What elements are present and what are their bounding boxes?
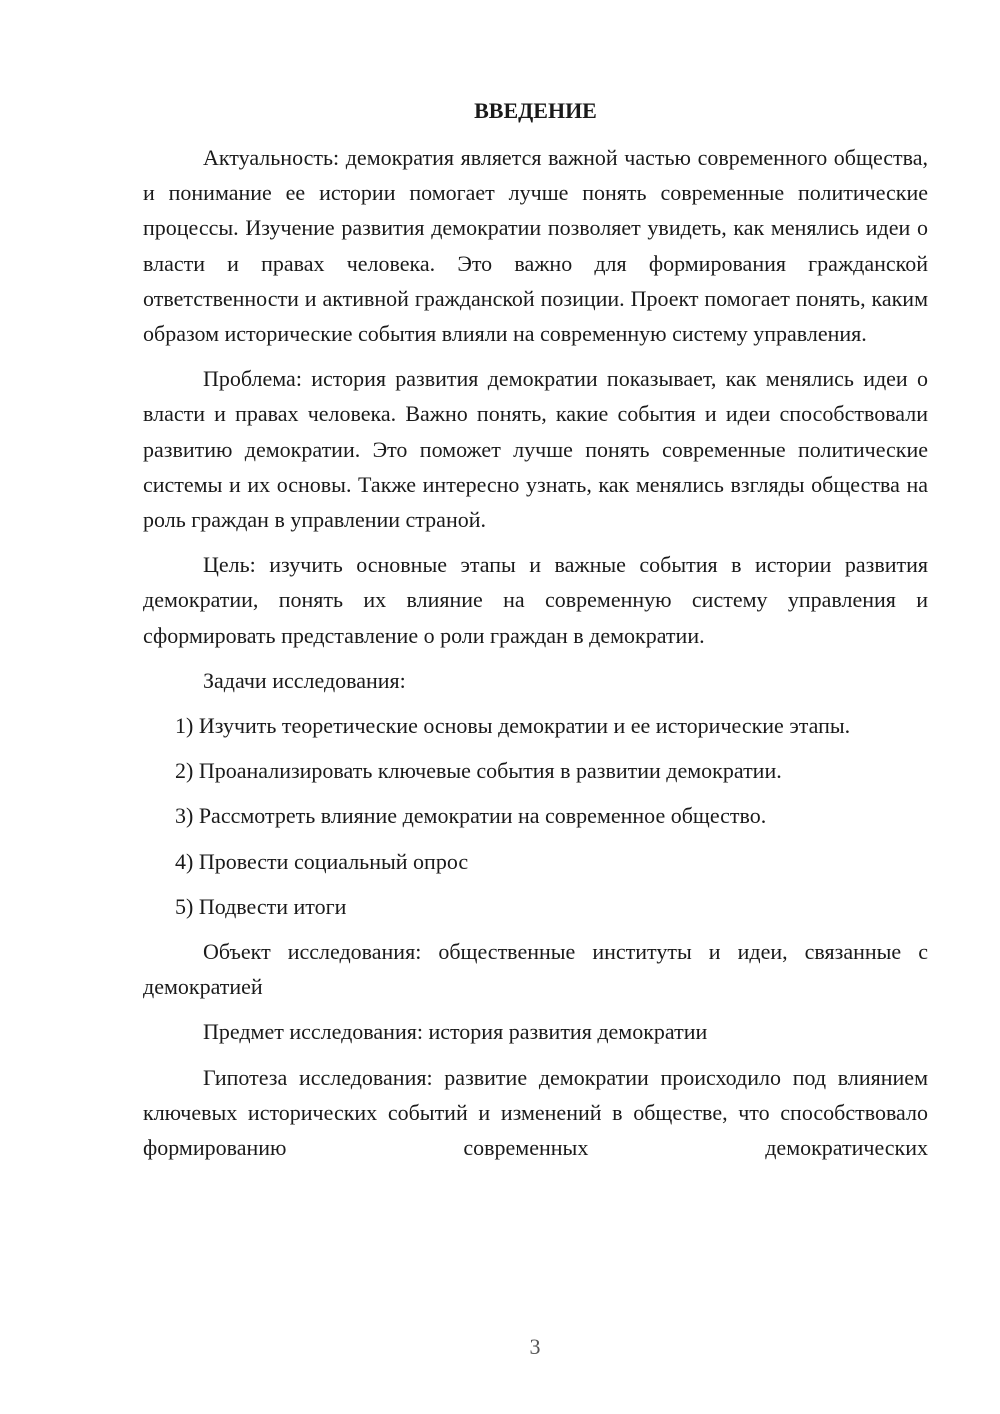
page-title: ВВЕДЕНИЕ bbox=[474, 98, 597, 123]
task-item-1: 1) Изучить теоретические основы демократии и ее исторические этапы. bbox=[175, 713, 851, 739]
task-item-3: 3) Рассмотреть влияние демократии на современное общество. bbox=[175, 803, 767, 829]
task-item-2: 2) Проанализировать ключевые события в развитии демократии. bbox=[175, 758, 782, 784]
paragraph-subject: Предмет исследования: история развития демократии bbox=[203, 1019, 708, 1045]
paragraph-relevance: Актуальность: демократия является важной частью современного общества, и понимание ее истории помогает лучше понять современные политические процессы. Изучение развития демократии позволяет увидеть, как менялись идеи о власти и правах человека. Это важно для формирования гражданской ответственности и активной гражданской позиции. Проект помогает понять, каким образом исторические события влияли на современную систему управления. bbox=[143, 145, 928, 347]
paragraph-hypothesis: Гипотеза исследования: развитие демократии происходило под влиянием ключевых исторических событий и изменений в обществе, что способствовало формированию современных демократических bbox=[143, 1064, 928, 1161]
tasks-heading: Задачи исследования: bbox=[203, 667, 406, 693]
paragraph-goal: Цель: изучить основные этапы и важные события в истории развития демократии, понять их влияние на современную систему управления и сформировать представление о роли граждан в демократии. bbox=[143, 552, 928, 648]
page-number: 3 bbox=[529, 1334, 541, 1359]
task-item-5: 5) Подвести итоги bbox=[175, 893, 347, 919]
paragraph-object: Объект исследования: общественные институты и идеи, связанные с демократией bbox=[143, 939, 928, 1000]
page-content bbox=[143, 96, 928, 1175]
task-item-4: 4) Провести социальный опрос bbox=[175, 848, 469, 874]
paragraph-problem: Проблема: история развития демократии показывает, как менялись идеи о власти и правах человека. Важно понять, какие события и идеи способствовали развитию демократии. Это поможет лучше понять современные политические системы и их основы. Также интересно узнать, как менялись взгляды общества на роль граждан в управлении страной. bbox=[143, 366, 928, 533]
